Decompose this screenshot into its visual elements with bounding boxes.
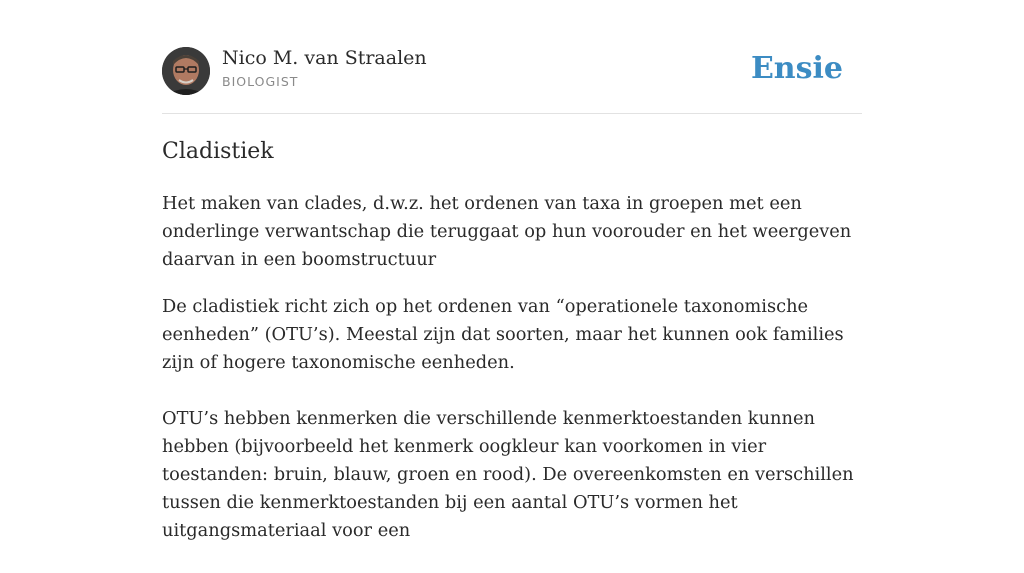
term-title: Cladistiek: [162, 139, 274, 164]
author-avatar[interactable]: [162, 47, 210, 95]
term-definition: Het maken van clades, d.w.z. het ordenen van taxa in groepen met een onderlinge verwantschap die teruggaat op hun voorouder en het weergeven daarvan in een boomstructuur: [162, 193, 852, 270]
author-name[interactable]: Nico M. van Straalen: [222, 47, 427, 69]
body-paragraph: OTU’s hebben kenmerken die verschillende kenmerktoestanden kunnen hebben (bijvoorbeeld het kenmerk oogkleur kan voorkomen in vier toestanden: bruin, blauw, groen en rood). De overeenkomsten en verschillen tussen die kenmerktoestanden bij een aantal OTU’s vormen het uitgangsmateriaal voor een: [162, 408, 854, 541]
author-photo: [162, 47, 210, 95]
author-role: BIOLOGIST: [222, 74, 299, 89]
card-header: [162, 0, 862, 114]
brand-logo[interactable]: Ensie: [750, 51, 843, 86]
term-body: [162, 293, 862, 573]
term-card: [162, 0, 862, 541]
body-paragraph: De cladistiek richt zich op het ordenen van “operationele taxonomische eenheden” (OTU’s). Meestal zijn dat soorten, maar het kunnen ook families zijn of hogere taxonomische eenheden.: [162, 296, 844, 373]
